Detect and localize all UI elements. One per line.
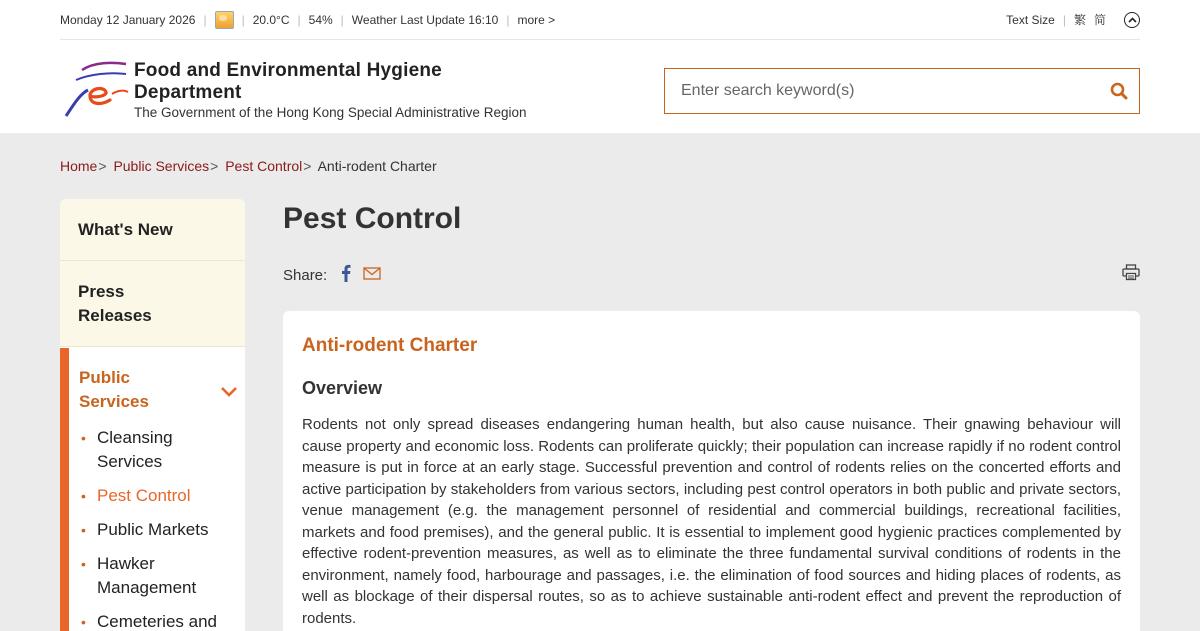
content-card [283,311,1140,631]
sidebar-item-whats-new[interactable] [60,199,245,261]
page-title: Pest Control [283,202,462,235]
department-title: Food and Environmental Hygiene Department [134,60,442,103]
date-text: Monday 12 January 2026 [60,12,196,27]
humidity-text: 54% [308,12,333,27]
share-label: Share: [283,266,328,284]
site-header [0,40,1200,133]
share-email-button[interactable] [363,267,381,284]
breadcrumb-current: Anti-rodent Charter [317,158,437,174]
email-icon [363,267,381,280]
weather-update-text: Weather Last Update 16:10 [351,12,499,27]
breadcrumb [60,158,437,174]
sidebar-nav [60,199,245,631]
text-size-button[interactable]: Text Size [1006,12,1055,27]
sidebar-item-press-releases[interactable] [60,261,245,347]
separator: | [1062,12,1066,27]
section-title: Anti-rodent Charter [302,335,478,356]
sidebar-item-label: What's New [78,219,173,239]
fehd-logo-mark-icon [60,60,130,120]
search-button[interactable] [1099,69,1139,113]
separator: | [241,12,245,27]
sidebar-subitem-hawker-management[interactable]: • Hawker Management [69,552,209,600]
breadcrumb-public-services[interactable]: Public Services [113,158,210,174]
chevron-up-icon [1128,17,1137,23]
search-input[interactable] [665,69,1099,113]
facebook-icon [341,264,351,282]
sidebar-item-label: Press Releases [78,281,152,325]
sidebar-item-public-services [60,348,245,631]
temperature-text: 20.0°C [252,12,290,27]
separator: | [340,12,344,27]
breadcrumb-separator: > [303,158,312,174]
share-bar [283,264,381,286]
lang-simplified-chinese[interactable]: 简 [1093,13,1106,27]
sunny-periods-icon[interactable] [215,11,234,29]
lang-traditional-chinese[interactable]: 繁 [1073,13,1086,27]
overview-heading: Overview [302,378,383,398]
sidebar-subitem-cleansing-services[interactable]: • Cleansing Services [69,426,189,474]
sidebar-subitem-pest-control[interactable]: • Pest Control [69,484,245,508]
chevron-down-icon [220,386,238,397]
department-subtitle: The Government of the Hong Kong Special Administrative Region [134,105,527,120]
sidebar-subitem-public-markets[interactable]: • Public Markets [69,518,245,542]
share-facebook-button[interactable] [341,264,351,286]
sidebar-subitem-cemeteries[interactable]: • Cemeteries and [69,610,245,631]
sidebar-sub-list [69,426,245,631]
breadcrumb-home[interactable]: Home [60,158,98,174]
print-icon [1122,264,1140,281]
scroll-top-button[interactable] [1124,12,1140,28]
breadcrumb-pest-control[interactable]: Pest Control [225,158,303,174]
breadcrumb-separator: > [210,158,219,174]
top-info-bar [0,0,1200,40]
separator: | [297,12,301,27]
separator: | [506,12,510,27]
sidebar-item-public-services-label[interactable]: Public Services [79,368,149,411]
sidebar-expand-toggle[interactable] [220,384,238,402]
search-icon [1110,82,1128,100]
fehd-logo[interactable] [60,60,530,120]
breadcrumb-separator: > [98,158,107,174]
search-box [664,68,1140,114]
weather-more-link[interactable]: more > [517,12,556,27]
separator: | [203,12,207,27]
print-button[interactable] [1122,264,1140,286]
overview-paragraph: Rodents not only spread diseases endangering human health, but also cause nuisance. Their gnawing behaviour will cause property and economic loss. Rodents can proliferate quickly; their population can increase rapidly if no rodent control measure is put in force at an early stage. Successful prevention and control of rodents relies on the concerted efforts and active participation by stakeholders from various sectors, including pest control operators in both public and private sectors, venue management (e.g. the management personnel of residential and commercial buildings, recreational facilities, markets and food premises), and the general public. It is essential to implement good hygienic practices complemented by effective rodent-prevention measures, as well as to eliminate the three fundamental survival conditions of rodents in the environment, namely food, harbourage and passages, i.e. the elimination of food sources and hiding places of rodents, as well as blockage of their dispersal routes, so as to achieve sustainable anti-rodent effect and prevent the reproduction of rodents. [302,416,1121,627]
